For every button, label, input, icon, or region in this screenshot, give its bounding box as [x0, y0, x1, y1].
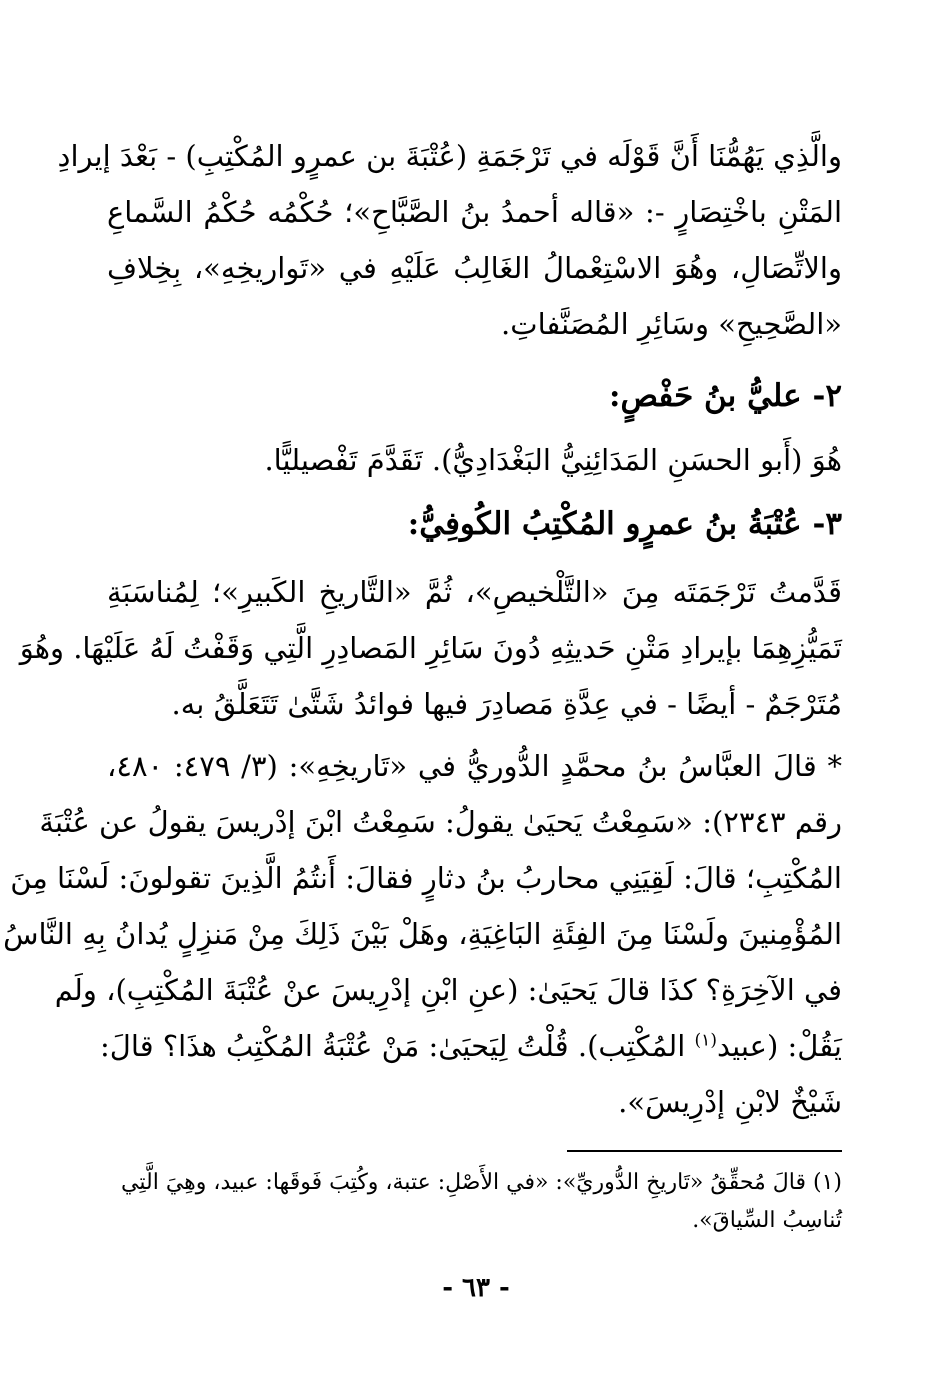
paragraph-1-line-2: المَتْنِ باخْتِصَارٍ -: «قاله أحمدُ بنُ الصَّبَّاحِ»؛ حُكْمُه حُكْمُ السَّماعِ — [107, 195, 842, 229]
paragraph-4-line-7: شَيْخٌ لابْنِ إدْرِيسَ». — [618, 1085, 842, 1119]
footnote-divider — [567, 1150, 842, 1152]
paragraph-4-line-1: * قالَ العبَّاسُ بنُ محمَّدٍ الدُّوريُّ في «تَاريخِهِ»: (٣/ ٤٧٩: ٤٨٠، — [107, 749, 842, 783]
footnote-line-1: (١) قالَ مُحقِّقُ «تَاريخِ الدُّوريِّ»: «في الأَصْلِ: عتبة، وكُتِبَ فَوقَها: عبيد، وهِيَ الَّتِي — [121, 1170, 842, 1195]
section-3-line-2: تَمَيُّزِهِمَا بإيرادِ مَتْنِ حَديثِهِ دُونَ سَائِرِ المَصادِرِ الَّتِي وَقَفْتُ لَهُ عَلَيْهَا. وهُوَ — [19, 631, 842, 665]
paragraph-4-line-5: في الآخِرَةِ؟ كذَا قالَ يَحيَىٰ: (عنِ ابْنِ إدْرِيسَ عنْ عُتْبَةَ المُكْتِبِ)، ولَم — [54, 973, 842, 1007]
paragraph-1 — [57, 128, 842, 352]
paragraph-4-line-6-start: يَقُلْ: (عبيد — [716, 1029, 842, 1063]
paragraph-4-line-6-end: المُكْتِب). قُلْتُ لِيَحيَىٰ: مَنْ عُتْبَةُ المُكْتِبُ هذَا؟ قالَ: — [100, 1029, 686, 1063]
paragraph-1-line-3: والاتِّصَالِ، وهُوَ الاسْتِعْمالُ الغَالِبُ عَلَيْهِ في «تَواريخِهِ»، بِخِلافِ — [107, 251, 842, 285]
paragraph-4-line-6 — [100, 1018, 842, 1074]
paragraph-4-line-4: المُؤْمِنينَ ولَسْنَا مِنَ الفِئَةِ البَاغِيَةِ، وهَلْ بَيْنَ ذَلِكَ مِنْ مَنزِلٍ يُدانُ بِهِ النَّاسُ — [3, 917, 842, 951]
section-3-paragraph — [19, 564, 842, 732]
section-3-line-3: مُتَرْجَمٌ - أيضًا - في عِدَّةِ مَصادِرَ فيها فوائدُ شَتَّىٰ تَتَعَلَّقُ به. — [171, 687, 842, 721]
page-number: - ٦٣ - — [442, 1273, 510, 1303]
footnote-line-2: تُناسِبُ السِّياقَ». — [692, 1208, 842, 1233]
section-2-heading: ٢- عليُّ بنُ حَفْصٍ: — [609, 378, 842, 414]
paragraph-4-line-2: رقم ٢٣٤٣): «سَمِعْتُ يَحيَىٰ يقولُ: سَمِعْتُ ابْنَ إدْريسَ يقولُ عن عُتْبَةَ — [39, 805, 842, 839]
section-2-text: هُوَ (أَبو الحسَنِ المَدَائِنِيُّ البَغْدَادِيُّ). تَقَدَّمَ تَفْصيليًّا. — [264, 443, 842, 477]
section-3-heading: ٣- عُتْبَةُ بنُ عمرٍو المُكْتِبُ الكُوفِيُّ: — [407, 506, 842, 542]
section-2-paragraph — [107, 432, 842, 488]
footnote — [107, 1164, 842, 1240]
paragraph-1-line-4: «الصَّحِيحِ» وسَائِرِ المُصَنَّفاتِ. — [501, 307, 842, 341]
paragraph-4-line-3: المُكْتِبِ؛ قالَ: لَقِيَنِي محاربُ بنُ دثارٍ فقالَ: أَنتُمُ الَّذِينَ تقولونَ: لَسْنَا مِنَ — [10, 861, 842, 895]
paragraph-1-line-1: والَّذِي يَهُمُّنَا أَنَّ قَوْلَه في تَرْجَمَةِ (عُتْبَةَ بن عمرٍو المُكْتِبِ) - بَعْدَ إيرادِ — [57, 139, 842, 173]
paragraph-4 — [3, 738, 842, 1130]
section-3-line-1: قَدَّمتُ تَرْجَمَتَه مِنَ «التَّلْخيصِ»، ثُمَّ «التَّاريخِ الكَبيرِ»؛ لِمُناسَبَةِ — [107, 575, 842, 609]
footnote-reference[interactable]: (١) — [694, 1030, 717, 1051]
